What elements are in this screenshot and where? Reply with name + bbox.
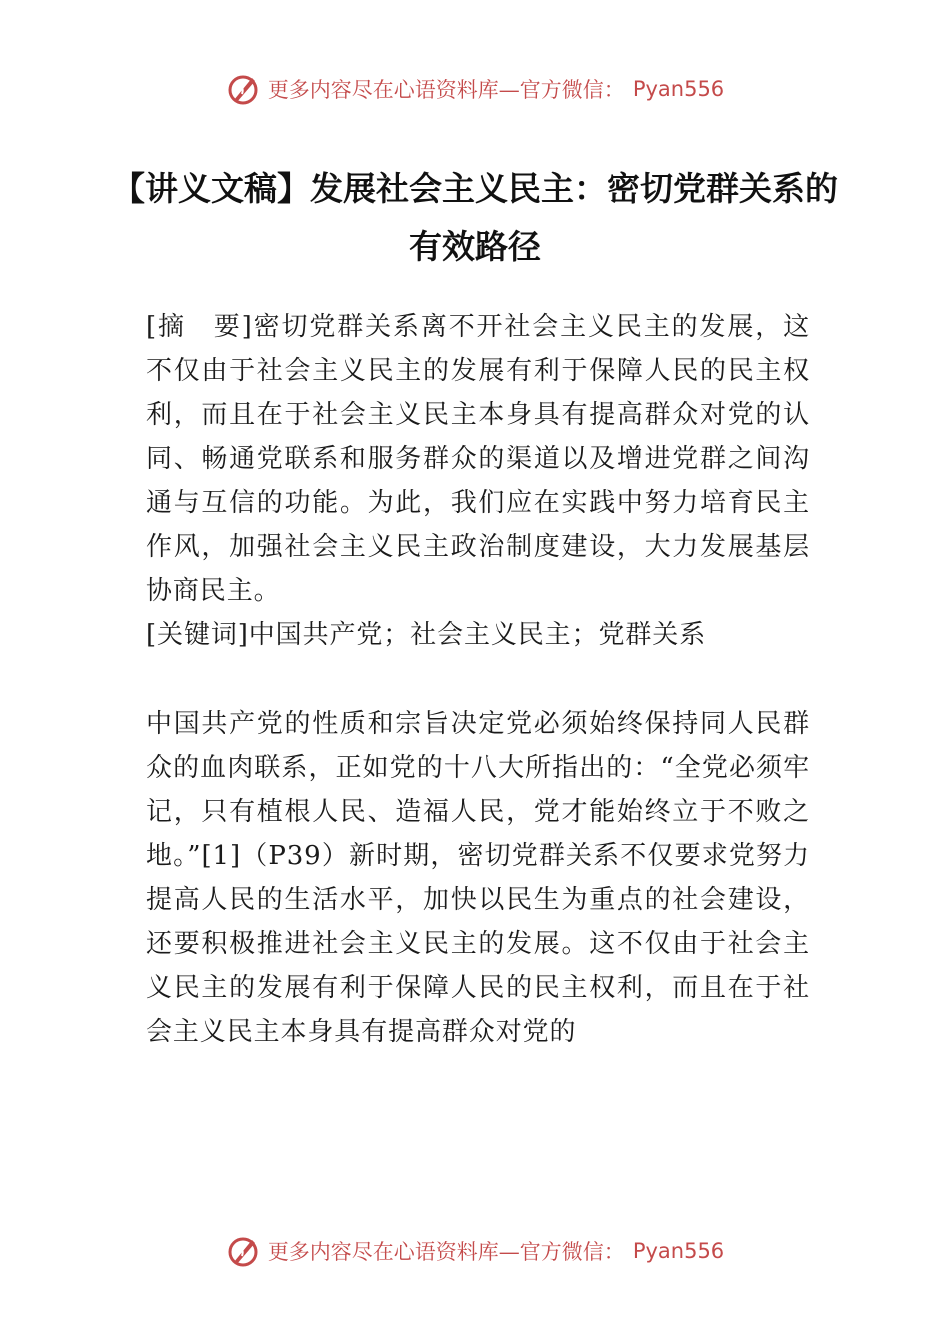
banner-site-text: 更多内容尽在心语资料库—官方微信：: [267, 1240, 625, 1264]
header-banner: [0, 72, 950, 106]
abstract-paragraph: [摘 要]密切党群关系离不开社会主义民主的发展，这不仅由于社会主义民主的发展有利于保障人民的民主权利，而且在于社会主义民主本身具有提高群众对党的认同、畅通党联系和服务群众的渠道以及增进党群之间沟通与互信的功能。为此，我们应在实践中努力培育民主作风，加强社会主义民主政治制度建设，大力发展基层协商民主。: [146, 312, 810, 606]
footer-banner: [0, 1234, 950, 1268]
document-title: 【讲义文稿】发展社会主义民主：密切党群关系的有效路径: [112, 169, 838, 266]
quill-pen-logo-icon: [226, 1234, 260, 1268]
banner-site-text: 更多内容尽在心语资料库—官方微信：: [267, 78, 625, 102]
keywords-line: [关键词]中国共产党；社会主义民主；党群关系: [146, 620, 707, 650]
banner-wechat-id: Pyan556: [632, 1239, 725, 1263]
body-paragraph: 中国共产党的性质和宗旨决定党必须始终保持同人民群众的血肉联系，正如党的十八大所指出的：“全党必须牢记，只有植根人民、造福人民，党才能始终立于不败之地。”[1]（P39）新时期，密切党群关系不仅要求党努力提高人民的生活水平，加快以民生为重点的社会建设，还要积极推进社会主义民主的发展。这不仅由于社会主义民主的发展有利于保障人民的民主权利，而且在于社会主义民主本身具有提高群众对党的: [146, 709, 810, 1047]
quill-pen-logo-icon: [226, 72, 260, 106]
banner-wechat-id: Pyan556: [632, 77, 725, 101]
